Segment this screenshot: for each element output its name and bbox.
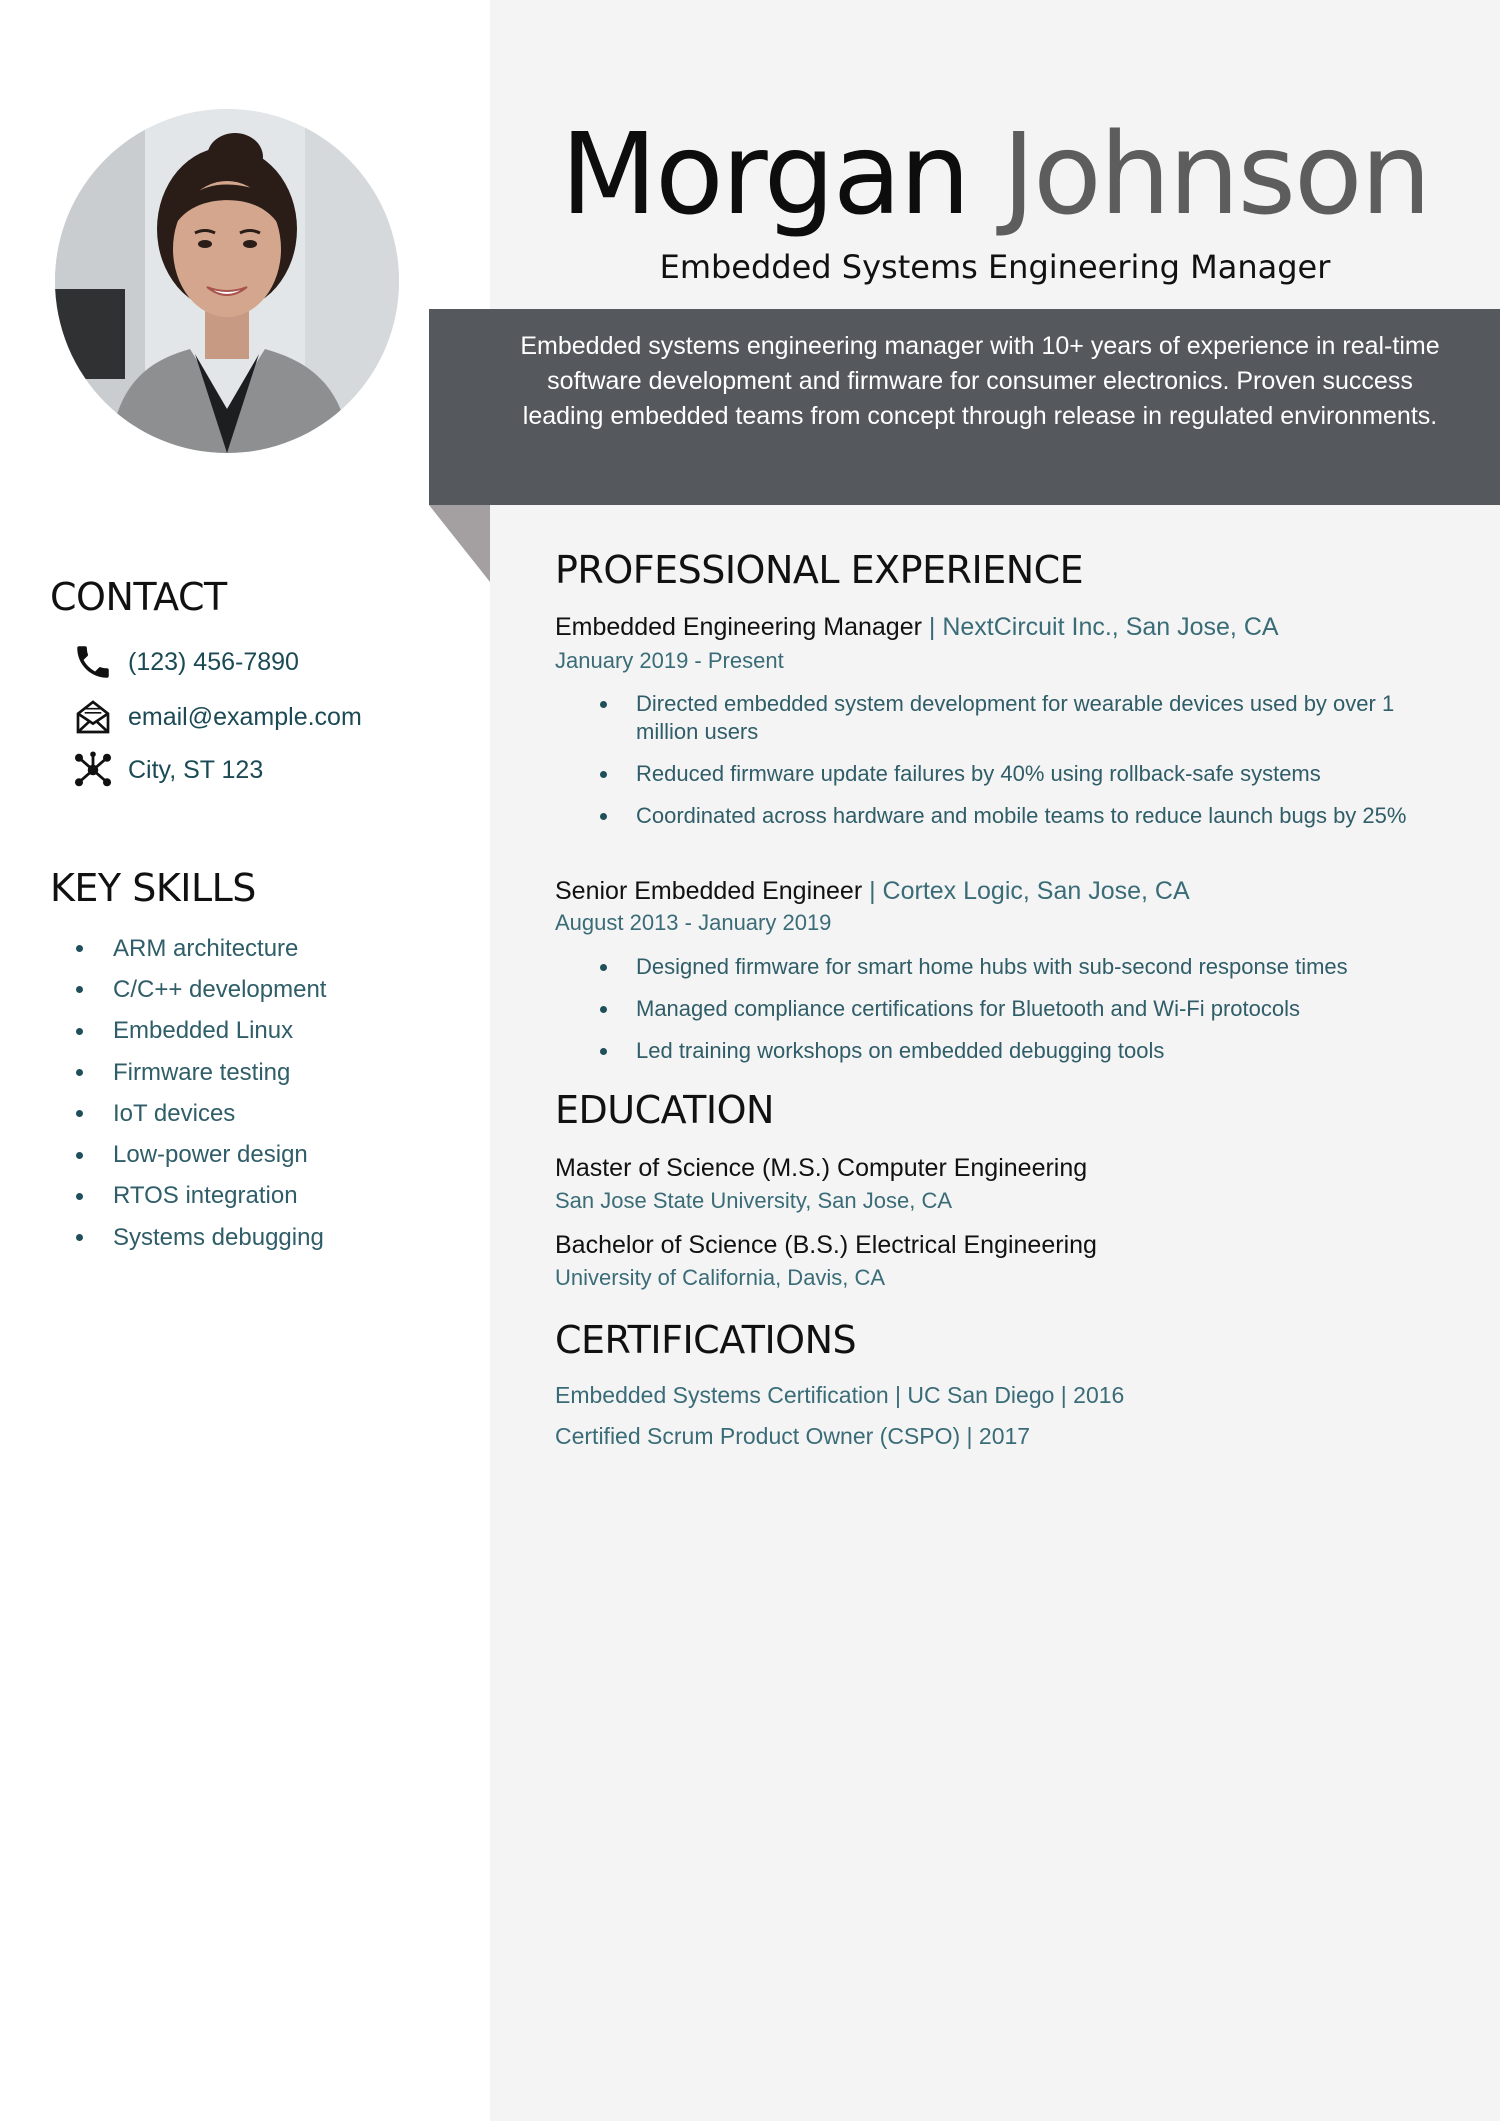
candidate-name	[490, 110, 1500, 240]
education-school: University of California, Davis, CA	[555, 1265, 886, 1290]
list-item: Coordinated across hardware and mobile teams to reduce launch bugs by 25%	[598, 802, 1448, 830]
phone-text: (123) 456-7890	[128, 647, 299, 676]
list-item: C/C++ development	[70, 969, 326, 1010]
experience-heading: PROFESSIONAL EXPERIENCE	[555, 548, 1084, 592]
education-degree: Bachelor of Science (B.S.) Electrical Engineering	[555, 1231, 1097, 1259]
contact-email[interactable]	[70, 695, 362, 739]
ribbon-fold	[429, 505, 490, 582]
list-item: Low-power design	[70, 1134, 326, 1175]
list-item: Embedded Linux	[70, 1011, 326, 1052]
list-item: IoT devices	[70, 1093, 326, 1134]
job-header	[555, 877, 1190, 906]
list-item: Led training workshops on embedded debugging tools	[598, 1037, 1448, 1065]
job-role: Embedded Engineering Manager	[555, 613, 922, 641]
certifications-heading: CERTIFICATIONS	[555, 1318, 857, 1362]
education-school: San Jose State University, San Jose, CA	[555, 1188, 952, 1213]
list-item: RTOS integration	[70, 1176, 326, 1217]
certification-item: Embedded Systems Certification | UC San Diego | 2016	[555, 1382, 1125, 1408]
phone-icon	[70, 640, 116, 684]
list-item: Firmware testing	[70, 1052, 326, 1093]
job-dates: August 2013 - January 2019	[555, 910, 832, 935]
education-degree: Master of Science (M.S.) Computer Engineering	[555, 1154, 1088, 1182]
location-text: City, ST 123	[128, 755, 264, 784]
first-name: Morgan	[560, 110, 969, 240]
job-bullets	[598, 690, 1448, 844]
last-name: Johnson	[1002, 110, 1430, 240]
job-dates: January 2019 - Present	[555, 648, 784, 673]
skills-list	[70, 928, 326, 1258]
list-item: Designed firmware for smart home hubs with sub-second response times	[598, 953, 1448, 981]
contact-location	[70, 748, 263, 792]
contact-phone[interactable]	[70, 640, 299, 684]
list-item: ARM architecture	[70, 928, 326, 969]
job-title: Embedded Systems Engineering Manager	[659, 248, 1331, 286]
network-icon	[70, 748, 116, 792]
education-heading: EDUCATION	[555, 1088, 774, 1132]
skills-heading: KEY SKILLS	[50, 866, 256, 910]
job-bullets	[598, 953, 1448, 1079]
job-header	[555, 613, 1279, 642]
email-text: email@example.com	[128, 702, 362, 731]
list-item: Reduced firmware update failures by 40% using rollback-safe systems	[598, 760, 1448, 788]
list-item: Directed embedded system development for wearable devices used by over 1 million users	[598, 690, 1448, 746]
envelope-icon	[70, 695, 116, 739]
contact-heading: CONTACT	[50, 575, 227, 619]
certification-item: Certified Scrum Product Owner (CSPO) | 2017	[555, 1423, 1031, 1449]
list-item: Systems debugging	[70, 1217, 326, 1258]
job-company: | NextCircuit Inc., San Jose, CA	[928, 613, 1279, 641]
job-company: | Cortex Logic, San Jose, CA	[869, 877, 1190, 905]
list-item: Managed compliance certifications for Bluetooth and Wi-Fi protocols	[598, 995, 1448, 1023]
job-role: Senior Embedded Engineer	[555, 877, 863, 905]
summary-text: Embedded systems engineering manager with 10+ years of experience in real-time software development and firmware for consumer electronics. Proven success leading embedded teams from concept through release in regulated environments.	[520, 332, 1440, 430]
profile-photo	[55, 109, 399, 453]
